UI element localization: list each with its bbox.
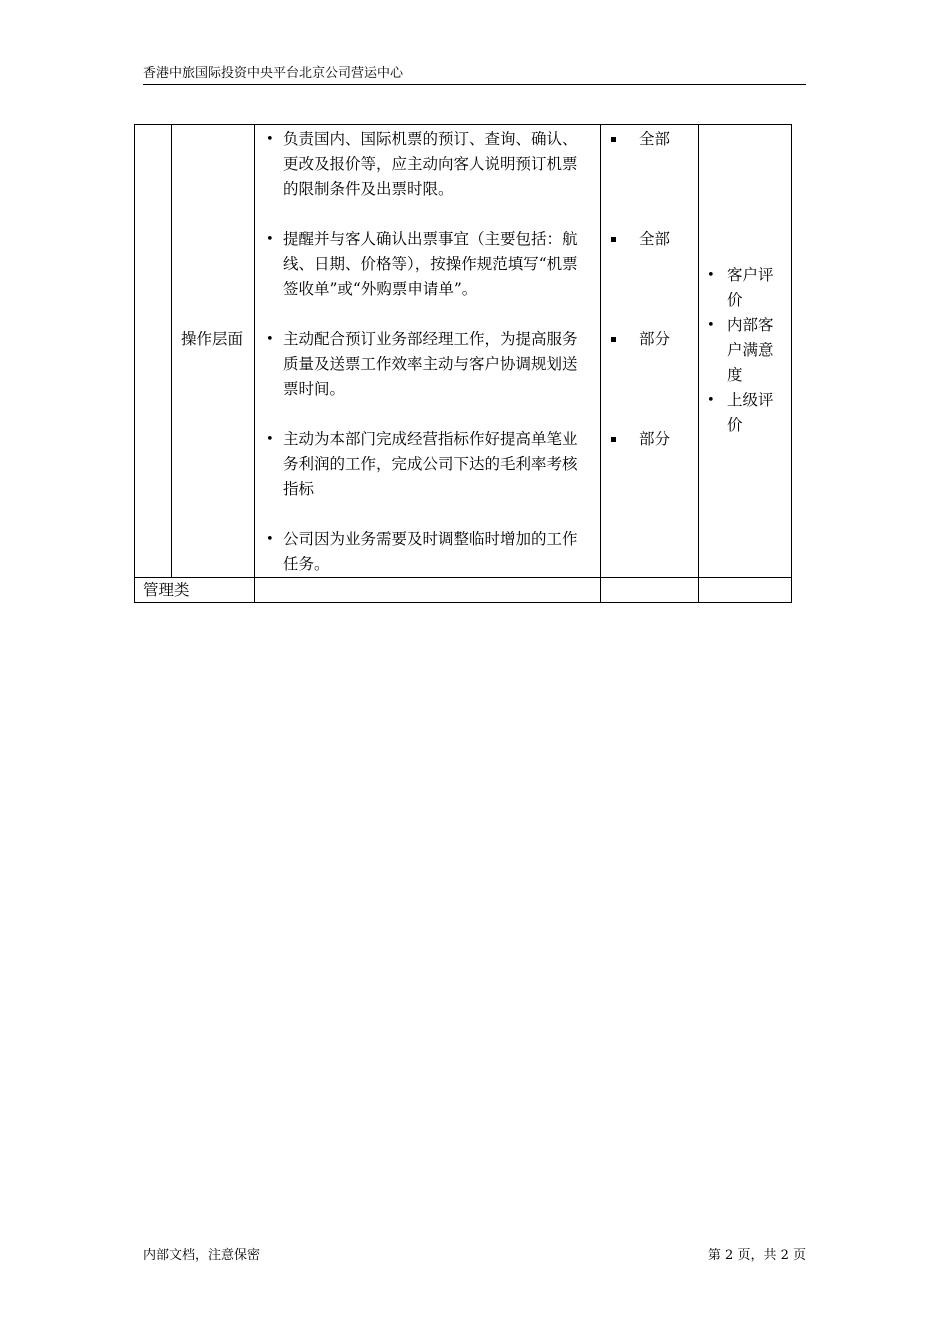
scope-text: 全部 <box>639 130 671 148</box>
scope-text: 部分 <box>639 430 671 448</box>
evaluation-list <box>699 125 791 438</box>
square-bullet-icon <box>611 237 616 242</box>
evaluation-item: • 客户评价 <box>727 263 785 313</box>
evaluation-item: • 内部客户满意度 <box>727 313 785 388</box>
square-bullet-icon <box>611 437 616 442</box>
operation-level-row <box>135 125 792 578</box>
task-item <box>283 127 592 227</box>
scope-item <box>611 127 698 152</box>
confidential-notice: 内部文档，注意保密 <box>143 1248 261 1263</box>
evaluation-item: • 上级评价 <box>727 388 785 438</box>
task-text: 主动为本部门完成经营指标作好提高单笔业务利润的工作，完成公司下达的毛利率考核指标 <box>283 430 578 498</box>
square-bullet-icon <box>611 337 616 342</box>
task-text: 负责国内、国际机票的预订、查询、确认、更改及报价等，应主动向客人说明预订机票的限制条件及出票时限。 <box>283 130 578 198</box>
scope-item <box>611 227 698 252</box>
task-text: 提醒并与客人确认出票事宜（主要包括：航线、日期、价格等），按操作规范填写“机票签收单”或“外购票申请单”。 <box>283 230 578 298</box>
page-number: 第 2 页，共 2 页 <box>707 1248 806 1263</box>
task-item <box>283 527 592 577</box>
management-tasks-cell <box>255 578 601 603</box>
management-label: 管理类 <box>135 578 255 603</box>
task-item <box>283 427 592 527</box>
task-text: 主动配合预订业务部经理工作，为提高服务质量及送票工作效率主动与客户协调规划送票时间。 <box>283 330 578 398</box>
scope-item <box>611 427 698 452</box>
square-bullet-icon <box>611 137 616 142</box>
task-text: 公司因为业务需要及时调整临时增加的工作任务。 <box>283 530 578 573</box>
management-evaluation-cell <box>699 578 792 603</box>
scope-list <box>601 125 698 452</box>
scope-cell <box>601 125 699 578</box>
task-item <box>283 227 592 327</box>
scope-text: 全部 <box>639 230 671 248</box>
task-item <box>283 327 592 427</box>
scope-text: 部分 <box>639 330 671 348</box>
management-scope-cell <box>601 578 699 603</box>
job-duty-table <box>134 124 792 603</box>
document-header: 香港中旅国际投资中央平台北京公司营运中心 <box>143 64 806 85</box>
evaluation-cell <box>699 125 792 578</box>
tasks-cell <box>255 125 601 578</box>
scope-item <box>611 327 698 352</box>
task-list <box>255 125 600 577</box>
category-cell-empty <box>135 125 172 578</box>
level-label: 操作层面 <box>172 125 255 578</box>
management-row <box>135 578 792 603</box>
